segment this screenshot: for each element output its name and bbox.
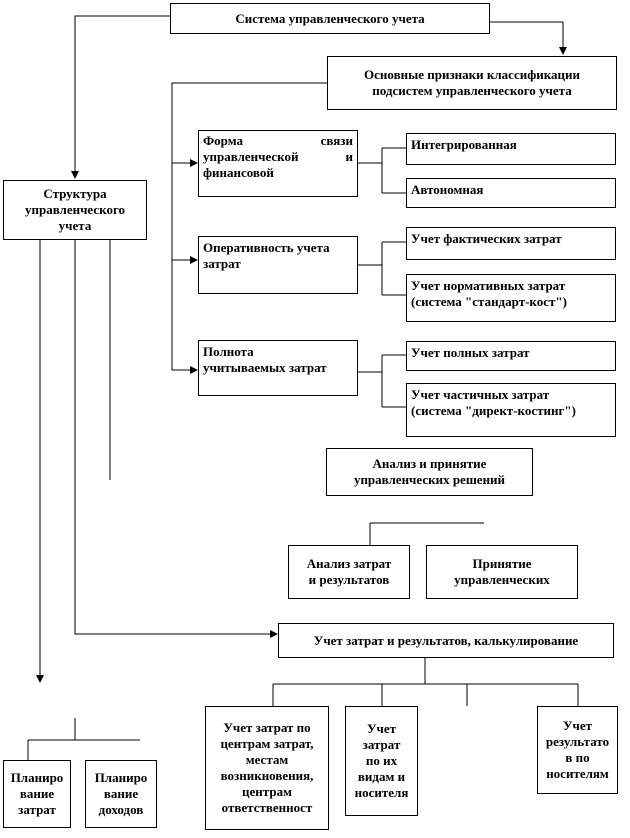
system-box: Система управленческого учета	[170, 3, 490, 34]
results-by-carriers-box: Учет результато в по носителям	[537, 706, 618, 794]
normative-costs-box: Учет нормативных затрат (система "стандарт-кост")	[406, 274, 616, 322]
forma-box: Форма связи управленческой и финансовой	[198, 130, 358, 197]
polnota-box: Полнота учитываемых затрат	[198, 340, 358, 396]
actual-costs-box: Учет фактических затрат	[406, 227, 616, 260]
spine-classification	[172, 83, 327, 370]
planning-costs-box: Планиро вание затрат	[3, 760, 71, 828]
cost-accounting-box: Учет затрат и результатов, калькулирование	[278, 623, 614, 658]
costs-by-types-box: Учет затрат по их видам и носителя	[345, 706, 418, 816]
costs-by-centers-box: Учет затрат по центрам затрат, местам возникновения, центрам ответственност	[205, 706, 329, 830]
operativnost-box: Оперативность учета затрат	[198, 236, 358, 294]
structure-box: Структура управленческого учета	[3, 180, 147, 240]
planning-income-box: Планиро вание доходов	[85, 760, 157, 828]
analysis-costs-box: Анализ затрат и результатов	[288, 545, 410, 599]
decision-making-box: Принятие управленческих	[426, 545, 578, 599]
analysis-decisions-box: Анализ и принятие управленческих решений	[326, 448, 533, 496]
arrow-structure-to-cost-accounting	[75, 240, 277, 634]
autonomous-box: Автономная	[406, 178, 616, 208]
partial-costs-box: Учет частичных затрат (система "директ-костинг")	[406, 383, 616, 437]
integrated-box: Интегрированная	[406, 133, 616, 165]
arrow-system-to-structure	[75, 16, 170, 178]
classification-box: Основные признаки классификации подсистем управленческого учета	[327, 56, 617, 110]
arrow-system-to-classification	[490, 22, 563, 54]
full-costs-box: Учет полных затрат	[406, 341, 616, 371]
